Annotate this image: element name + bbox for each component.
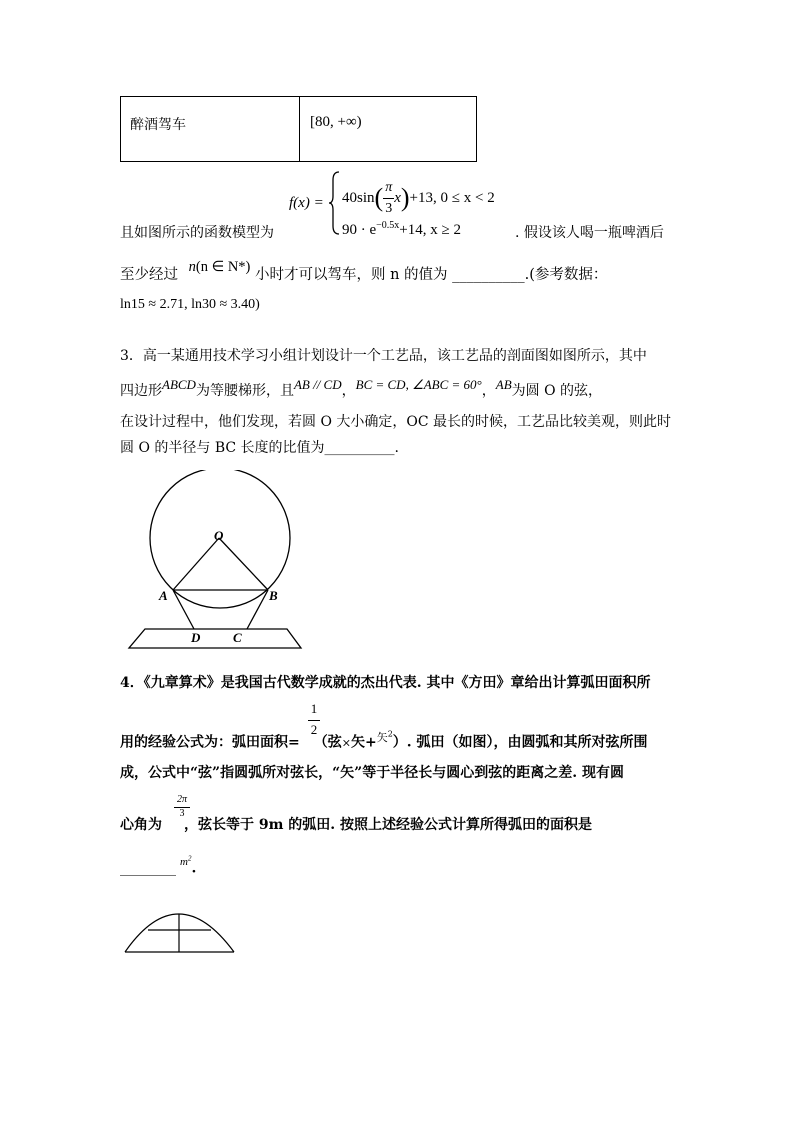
q2-line1-suffix: . 假设该人喝一瓶啤酒后 (515, 225, 664, 241)
q4-line3: 成，公式中“弦”指圆弧所对弦长，“矢”等于半径长与圆心到弦的距离之差. 现有圆 (120, 765, 624, 781)
fraction-angle: 2π 3 (174, 794, 190, 819)
segment-oa (173, 538, 219, 590)
piece-2: $90 \cdot e^{-0.5x}+14$, x ≥ 2 (342, 220, 461, 238)
q4-line1: 4．《九章算术》是我国古代数学成就的杰出代表. 其中《方田》章给出计算弧田面积所 (120, 675, 651, 691)
table-cell-value: [80, +∞) (300, 97, 477, 162)
fraction-half: 1 2 (308, 701, 320, 738)
segment-ad (173, 590, 194, 629)
label-a: A (159, 588, 168, 603)
label-c: C (233, 630, 242, 645)
q3-line2: 四边形ABCD为等腰梯形，且AB // CD，BC = CD, ∠ABC = 60°，AB为圆 O 的弦， (120, 377, 603, 399)
func-lhs: f(x) = (289, 195, 324, 211)
q2-line3: ln15 ≈ 2.71, ln30 ≈ 3.40) (120, 297, 260, 312)
q4-line4: 心角为 ，弦长等于 9m 的弧田. 按照上述经验公式计算所得弧田的面积是 (120, 817, 593, 833)
q2-line1-prefix: 且如图所示的函数模型为 (120, 225, 274, 241)
q2-line2: 至少经过 n(n ∈ N*) 小时才可以驾车，则 n 的值为 __________.(参考数据： (120, 259, 608, 283)
q3-line4: 圆 O 的半径与 BC 长度的比值为__________. (120, 440, 399, 456)
segment-bc (247, 590, 268, 629)
q4-line2: 用的经验公式为：弧田面积= （弦×矢+$^{矢^2}$）. 弧田（如图），由圆弧和其所对弦所围 (120, 729, 648, 751)
table-cell-label: 醉酒驾车 (121, 97, 300, 162)
q4-line5: ________ $^{m^2}$. (120, 854, 197, 877)
q3-line3: 在设计过程中，他们发现，若圆 O 大小确定，OC 最长的时候，工艺品比较美观，则此时 (120, 414, 672, 430)
label-o: O (214, 528, 224, 543)
q3-figure (120, 470, 320, 660)
label-b: B (269, 588, 278, 603)
base-platform (129, 629, 301, 648)
piece-1: 40sin( $\frac{\pi}{3}$ x)+13, 0 ≤ x < 2 (342, 180, 495, 216)
arc-field-figure (118, 900, 248, 970)
table-row (121, 97, 477, 162)
segment-ob (219, 538, 268, 590)
q3-line1: 3．高一某通用技术学习小组计划设计一个工艺品，该工艺品的剖面图如图所示，其中 (120, 348, 647, 364)
data-table (120, 96, 477, 162)
piecewise-brace (328, 170, 342, 236)
label-d: D (191, 630, 201, 645)
